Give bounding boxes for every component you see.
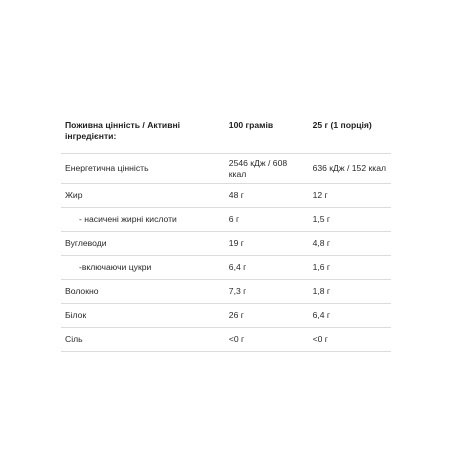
nutrient-name: Вуглеводи [61,232,225,256]
value-per-100g: 7,3 г [225,280,309,304]
table-row [61,154,391,184]
header-per-100g: 100 грамів [225,116,309,154]
table-row [61,232,391,256]
value-per-100g: 6 г [225,208,309,232]
value-per-serving: 1,8 г [309,280,391,304]
value-per-serving: 12 г [309,184,391,208]
table-row [61,256,391,280]
nutrient-name: Білок [61,304,225,328]
header-per-serving: 25 г (1 порція) [309,116,391,154]
value-per-100g: 26 г [225,304,309,328]
value-per-100g: 19 г [225,232,309,256]
value-per-serving: <0 г [309,328,391,352]
header-nutrient: Поживна цінність / Активні інгредієнти: [61,116,225,154]
value-per-100g: <0 г [225,328,309,352]
value-per-100g: 48 г [225,184,309,208]
nutrient-name: - насичені жирні кислоти [61,208,225,232]
table-row [61,208,391,232]
nutrition-table [61,116,391,352]
value-per-100g: 2546 кДж / 608 ккал [225,154,309,184]
nutrient-name: Енергетична цінність [61,154,225,184]
value-per-serving: 4,8 г [309,232,391,256]
value-per-serving: 1,6 г [309,256,391,280]
table-row [61,304,391,328]
table-header-row [61,116,391,154]
value-per-serving: 1,5 г [309,208,391,232]
value-per-serving: 636 кДж / 152 ккал [309,154,391,184]
value-per-serving: 6,4 г [309,304,391,328]
value-per-100g: 6,4 г [225,256,309,280]
table-row [61,184,391,208]
nutrient-name: Волокно [61,280,225,304]
table-row [61,280,391,304]
table-row [61,328,391,352]
nutrient-name: Жир [61,184,225,208]
nutrient-name: -включаючи цукри [61,256,225,280]
nutrient-name: Сіль [61,328,225,352]
